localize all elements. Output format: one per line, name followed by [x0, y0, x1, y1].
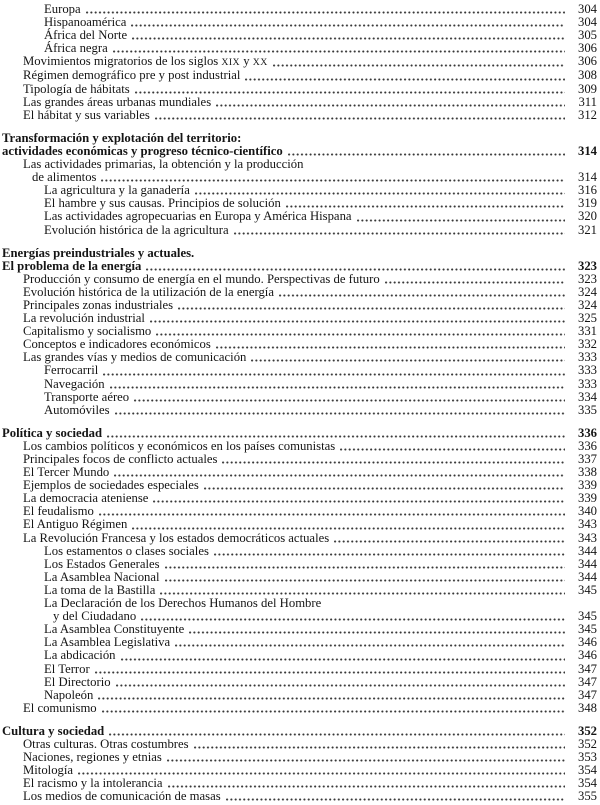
- toc-entry-title: El comunismo: [23, 700, 97, 715]
- toc-row: [0, 83, 597, 96]
- dot-leader: [113, 50, 565, 53]
- toc-row: [0, 689, 597, 702]
- toc-entry-title: La agricultura y la ganadería: [44, 183, 190, 198]
- toc-entry-title: Otras culturas. Otras costumbres: [23, 736, 189, 751]
- toc-row: [0, 545, 597, 558]
- toc-row: [0, 286, 597, 299]
- toc-row: [0, 55, 597, 69]
- dot-leader: [95, 671, 565, 674]
- page-number: 347: [577, 661, 597, 676]
- toc-entry-title: Principales focos de conflicto actuales: [23, 452, 218, 466]
- page-number: 304: [577, 2, 597, 16]
- toc-entry-title: El Directorio: [44, 674, 111, 689]
- dot-leader: [156, 333, 565, 336]
- dot-leader: [251, 359, 565, 362]
- page-number: 343: [577, 530, 597, 545]
- dot-leader: [132, 37, 565, 40]
- page-number: 340: [577, 504, 597, 519]
- page-number: 354: [577, 763, 597, 778]
- toc-entry-title: Napoleón: [44, 687, 94, 702]
- toc-entry-title: actividades económicas y progreso técnico-científico: [2, 143, 283, 158]
- page-number: 345: [577, 609, 597, 624]
- toc-entry-title: África negra: [44, 41, 108, 56]
- dot-leader: [155, 117, 565, 120]
- smallcaps-text: XX: [252, 57, 268, 69]
- dot-leader: [216, 346, 565, 349]
- page-number: 333: [577, 376, 597, 391]
- toc-entry-title: Transformación y explotación del territorio:: [2, 130, 242, 145]
- dot-leader: [245, 78, 565, 81]
- page-number: 309: [577, 81, 597, 96]
- toc-entry-title: La Asamblea Nacional: [44, 569, 160, 584]
- dot-leader: [226, 798, 565, 801]
- toc-entry-title: Conceptos e indicadores económicos: [23, 337, 211, 352]
- page-number: 352: [577, 723, 597, 738]
- page-number: 324: [577, 284, 597, 299]
- page-number: 306: [577, 54, 597, 69]
- toc-entry-title: Principales zonas industriales: [23, 297, 174, 312]
- page-number: 336: [577, 438, 597, 453]
- page-number: 311: [578, 94, 597, 109]
- page-number: 336: [577, 425, 597, 440]
- dot-leader: [178, 307, 565, 310]
- dot-leader: [132, 527, 565, 530]
- toc-entry-title: El Tercer Mundo: [23, 465, 110, 480]
- dot-leader: [204, 487, 565, 490]
- dot-leader: [195, 192, 565, 195]
- dot-leader: [189, 631, 565, 634]
- toc-entry-title: y del Ciudadano: [53, 609, 137, 624]
- page-number: 321: [577, 222, 597, 237]
- page-number: 354: [577, 776, 597, 791]
- toc-entry-title: El hambre y sus causas. Principios de solución: [44, 196, 281, 211]
- toc-row: [0, 364, 597, 377]
- dot-leader: [175, 644, 565, 647]
- dot-leader: [103, 373, 565, 376]
- toc-entry-title: Las grandes vías y medios de comunicación: [23, 350, 247, 365]
- page-number: 308: [577, 68, 597, 83]
- toc-entry-title: Los cambios políticos y económicos en los países comunistas: [23, 438, 336, 453]
- dot-leader: [160, 592, 565, 595]
- page-number: 333: [577, 350, 597, 365]
- toc-row: [0, 132, 597, 145]
- toc-entry-title: El hábitat y sus variables: [23, 107, 150, 122]
- page-number: 304: [577, 15, 597, 30]
- page-number: 331: [577, 324, 597, 339]
- toc-entry-title: África del Norte: [44, 28, 128, 43]
- toc-entry-title: Europa: [44, 2, 81, 16]
- dot-leader: [194, 746, 565, 749]
- page-number: 347: [577, 687, 597, 702]
- dot-leader: [98, 697, 565, 700]
- dot-leader: [165, 566, 565, 569]
- toc-row: [0, 273, 597, 286]
- dot-leader: [101, 179, 565, 182]
- toc-entry-title: Ferrocarril: [44, 363, 99, 378]
- toc-entry-title: La democracia ateniense: [23, 491, 149, 506]
- dot-leader: [168, 785, 565, 788]
- toc-entry-title: El problema de la energía: [2, 258, 142, 273]
- toc-row: [0, 518, 597, 531]
- toc-entry-title: Hispanoamérica: [44, 15, 127, 30]
- toc-entry-title: Evolución histórica de la agricultura: [44, 222, 229, 237]
- dot-leader: [153, 500, 565, 503]
- page-number: 338: [577, 465, 597, 480]
- page-number: 325: [577, 311, 597, 326]
- toc-entry-title: de alimentos: [32, 170, 97, 185]
- toc-entry-title: Tipología de hábitats: [23, 81, 130, 96]
- toc-entry-title: El Terror: [44, 661, 90, 676]
- dot-leader: [357, 219, 565, 222]
- toc-row: [0, 247, 597, 260]
- toc-entry-title: La abdicación: [44, 648, 116, 663]
- toc-entry-title: Las grandes áreas urbanas mundiales: [23, 94, 212, 109]
- toc-entry-title: La revolución industrial: [23, 311, 145, 326]
- page-number: 323: [577, 258, 597, 273]
- toc-entry-title: Ejemplos de sociedades especiales: [23, 478, 199, 493]
- dot-leader: [121, 658, 565, 661]
- toc-row: [0, 69, 597, 82]
- dot-leader: [216, 104, 565, 107]
- toc-row: [0, 649, 597, 662]
- page-number: 345: [577, 582, 597, 597]
- toc-row: [0, 532, 597, 545]
- toc-row: [0, 109, 597, 122]
- toc-entry-title: Los Estados Generales: [44, 556, 160, 571]
- page-number: 319: [577, 196, 597, 211]
- page-number: 346: [577, 635, 597, 650]
- dot-leader: [116, 684, 565, 687]
- toc-row: [0, 751, 597, 764]
- dot-leader: [114, 474, 565, 477]
- dot-leader: [110, 386, 565, 389]
- toc-entry-title: Política y sociedad: [2, 425, 103, 440]
- page-number: 344: [577, 569, 597, 584]
- dot-leader: [279, 294, 565, 297]
- toc-entry-title: La Declaración de los Derechos Humanos del Hombre: [44, 596, 322, 611]
- page-number: 344: [577, 543, 597, 558]
- toc-entry-title: Evolución histórica de la utilización de la energía: [23, 284, 274, 299]
- dot-leader: [78, 772, 565, 775]
- page-number: 320: [577, 209, 597, 224]
- toc-entry-title: Cultura y sociedad: [2, 723, 105, 738]
- dot-leader: [340, 448, 565, 451]
- dot-leader: [286, 205, 565, 208]
- toc-entry-title: Los estamentos o clases sociales: [44, 543, 209, 558]
- toc-entry-title: Mitología: [23, 763, 74, 778]
- dot-leader: [86, 11, 565, 14]
- toc-entry-title: [23, 55, 268, 69]
- toc-entry-title: La Revolución Francesa y los estados democráticos actuales: [23, 530, 330, 545]
- toc-row: [0, 702, 597, 715]
- dot-leader: [273, 64, 565, 67]
- toc-entry-title: Energías preindustriales y actuales.: [2, 245, 195, 260]
- toc-row: [0, 260, 597, 273]
- toc-entry-title: Capitalismo y socialismo: [23, 324, 152, 339]
- toc-row: [0, 558, 597, 571]
- page-number: 323: [577, 271, 597, 286]
- toc-entry-title: Régimen demográfico pre y post industrial: [23, 68, 241, 83]
- page-number: 348: [577, 700, 597, 715]
- toc-row: [0, 210, 597, 223]
- dot-leader: [141, 618, 565, 621]
- toc-entry-title: Producción y consumo de energía en el mundo. Perspectivas de futuro: [23, 271, 380, 286]
- page-number: 344: [577, 556, 597, 571]
- page-number: 314: [577, 143, 597, 158]
- plain-text: Movimientos migratorios de los siglos: [23, 54, 222, 69]
- page-number: 334: [577, 389, 597, 404]
- toc-entry-title: La Asamblea Constituyente: [44, 622, 185, 637]
- toc-entry-title: Naciones, regiones y etnias: [23, 750, 162, 765]
- dot-leader: [150, 320, 565, 323]
- page-number: 306: [577, 41, 597, 56]
- dot-leader: [102, 710, 565, 713]
- page-number: 352: [577, 736, 597, 751]
- page-number: 346: [577, 648, 597, 663]
- dot-leader: [109, 733, 565, 736]
- toc-row: [0, 663, 597, 676]
- toc-entry-title: Las actividades primarias, la obtención y la producción: [23, 157, 304, 172]
- dot-leader: [165, 579, 565, 582]
- toc-entry-title: El Antiguo Régimen: [23, 517, 128, 532]
- page-number: 335: [577, 402, 597, 417]
- page-number: 332: [577, 337, 597, 352]
- dot-leader: [135, 91, 565, 94]
- toc-row: [0, 790, 597, 803]
- toc-entry-title: El racismo y la intolerancia: [23, 776, 163, 791]
- page-number: 305: [577, 28, 597, 43]
- page-number: 347: [577, 674, 597, 689]
- dot-leader: [334, 540, 565, 543]
- dot-leader: [115, 412, 565, 415]
- page-number: 314: [577, 170, 597, 185]
- toc-row: [0, 96, 597, 109]
- dot-leader: [134, 399, 565, 402]
- page-number: 316: [577, 183, 597, 198]
- smallcaps-text: XIX: [221, 57, 241, 69]
- toc-entry-title: La Asamblea Legislativa: [44, 635, 171, 650]
- toc-entry-title: La toma de la Bastilla: [44, 582, 156, 597]
- toc-entry-title: Transporte aéreo: [44, 389, 130, 404]
- dot-leader: [214, 553, 565, 556]
- dot-leader: [107, 435, 565, 438]
- page-number: 324: [577, 297, 597, 312]
- dot-leader: [385, 281, 565, 284]
- page-number: 353: [577, 750, 597, 765]
- dot-leader: [99, 513, 565, 516]
- dot-leader: [288, 153, 565, 156]
- page-number: 333: [577, 363, 597, 378]
- dot-leader: [222, 461, 565, 464]
- page-number: 337: [577, 452, 597, 466]
- dot-leader: [146, 268, 565, 271]
- toc-entry-title: Navegación: [44, 376, 105, 391]
- toc-entry-title: Automóviles: [44, 402, 110, 417]
- page-number: 343: [577, 517, 597, 532]
- toc-entry-title: El feudalismo: [23, 504, 94, 519]
- dot-leader: [131, 24, 565, 27]
- toc-entry-title: Las actividades agropecuarias en Europa y América Hispana: [44, 209, 352, 224]
- plain-text: y: [240, 54, 253, 69]
- page-number: 312: [577, 107, 597, 122]
- toc-row: [0, 725, 597, 738]
- toc-row: [0, 404, 597, 417]
- page-number: 339: [577, 478, 597, 493]
- toc-row: [0, 391, 597, 404]
- dot-leader: [234, 232, 565, 235]
- page-number: 345: [577, 622, 597, 637]
- toc-row: [0, 378, 597, 391]
- toc-row: [0, 571, 597, 584]
- toc-row: [0, 676, 597, 689]
- toc-list: [0, 3, 597, 803]
- dot-leader: [167, 759, 565, 762]
- toc-row: [0, 224, 597, 237]
- toc-entry-title: Los medios de comunicación de masas: [23, 789, 221, 804]
- toc-row: [0, 427, 597, 440]
- page-number: 339: [577, 491, 597, 506]
- page-number: 355: [577, 789, 597, 804]
